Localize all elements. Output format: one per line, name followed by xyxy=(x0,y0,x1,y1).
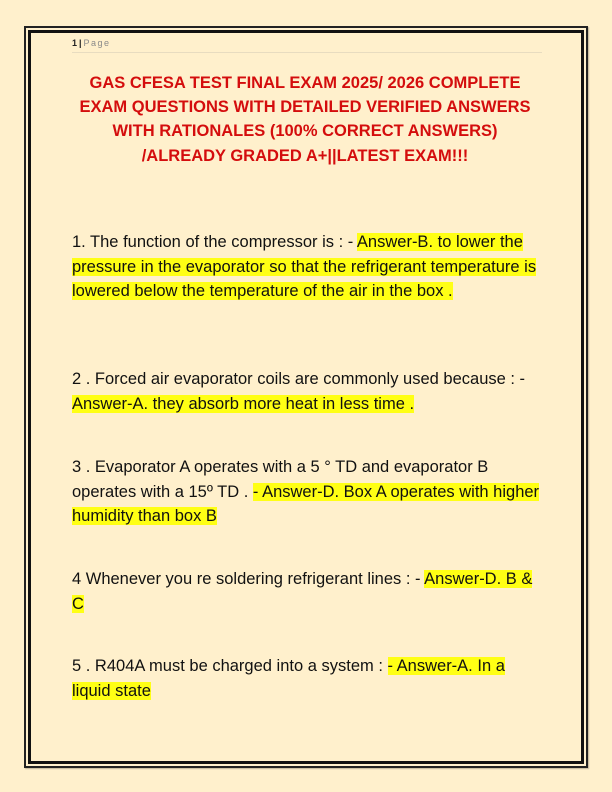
question-item-5 xyxy=(72,654,542,703)
page-header xyxy=(72,36,542,53)
question-text: 5 . R404A must be charged into a system : xyxy=(72,657,388,675)
page-label: Page xyxy=(83,38,111,48)
question-text: 1. The function of the compressor is : - xyxy=(72,233,357,251)
question-item-4 xyxy=(72,567,542,616)
answer-text: Answer-D. B & C xyxy=(72,570,533,613)
question-item-3 xyxy=(72,455,542,529)
question-text: 3 . Evaporator A operates with a 5 ° TD and evaporator B operates with a 15º TD . xyxy=(72,458,489,501)
answer-text: Answer-B. to lower the pressure in the evaporator so that the refrigerant temperature is lowered below the temperature of the air in the box . xyxy=(72,233,537,300)
document-title: GAS CFESA TEST FINAL EXAM 2025/ 2026 COMPLETE EXAM QUESTIONS WITH DETAILED VERIFIED ANSWERS WITH RATIONALES (100% CORRECT ANSWERS) /ALREADY GRADED A+||LATEST EXAM!!! xyxy=(79,74,531,165)
page-number: 1 xyxy=(72,38,78,48)
answer-text: Answer-A. they absorb more heat in less time . xyxy=(72,394,415,413)
question-text: 4 Whenever you re soldering refrigerant lines : - xyxy=(72,570,425,588)
page-separator: | xyxy=(79,38,82,48)
answer-text: - Answer-D. Box A operates with higher humidity than box B xyxy=(72,482,540,525)
question-item-2 xyxy=(72,367,542,416)
question-text: 2 . Forced air evaporator coils are commonly used because : - xyxy=(72,370,526,388)
question-item-1 xyxy=(72,230,542,304)
answer-text: - Answer-A. In a liquid state xyxy=(72,657,505,700)
